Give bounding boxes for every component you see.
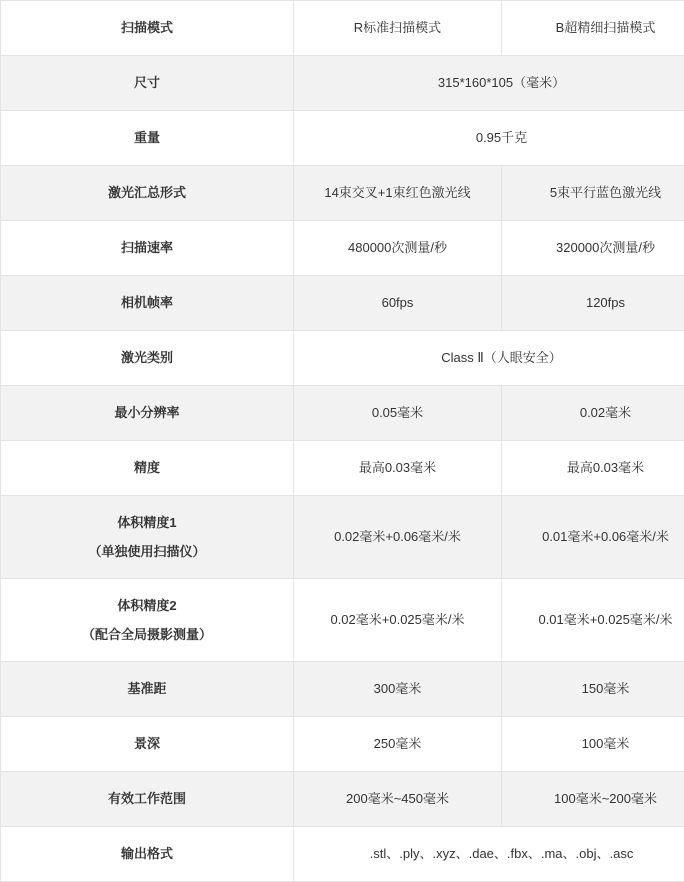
- row-label-line: 激光类别: [5, 348, 289, 368]
- row-value-cell: R标准扫描模式: [294, 1, 502, 56]
- row-label-line: 扫描模式: [5, 18, 289, 38]
- row-label-cell: [1, 496, 294, 579]
- row-label-line: 扫描速率: [5, 238, 289, 258]
- row-label-cell: [1, 111, 294, 166]
- row-value-cell: 315*160*105（毫米）: [294, 56, 684, 111]
- row-label-line: 相机帧率: [5, 293, 289, 313]
- row-label-cell: [1, 166, 294, 221]
- row-label-line: 精度: [5, 458, 289, 478]
- row-label-line: 尺寸: [5, 73, 289, 93]
- row-value-cell: Class Ⅱ（人眼安全）: [294, 331, 684, 386]
- row-value-cell: 300毫米: [294, 662, 502, 717]
- row-value-cell: 100毫米~200毫米: [502, 772, 684, 827]
- row-label-cell: [1, 331, 294, 386]
- row-value-cell: 0.02毫米: [502, 386, 684, 441]
- row-label-line: （单独使用扫描仪）: [5, 542, 289, 562]
- row-value-cell: 120fps: [502, 276, 684, 331]
- row-label-line: 最小分辨率: [5, 403, 289, 423]
- row-value-cell: 480000次测量/秒: [294, 221, 502, 276]
- table-row: [1, 166, 684, 221]
- row-value-cell: 0.01毫米+0.025毫米/米: [502, 579, 684, 662]
- row-value-cell: 0.02毫米+0.06毫米/米: [294, 496, 502, 579]
- row-value-cell: 60fps: [294, 276, 502, 331]
- row-label-cell: [1, 56, 294, 111]
- row-value-cell: 最高0.03毫米: [502, 441, 684, 496]
- table-row: [1, 496, 684, 579]
- table-row: [1, 827, 684, 882]
- table-row: [1, 579, 684, 662]
- table-row: [1, 56, 684, 111]
- row-label-line: 体积精度2: [5, 596, 289, 616]
- row-label-line: 输出格式: [5, 844, 289, 864]
- row-value-cell: 最高0.03毫米: [294, 441, 502, 496]
- table-row: [1, 331, 684, 386]
- row-value-cell: 5束平行蓝色激光线: [502, 166, 684, 221]
- row-value-cell: 250毫米: [294, 717, 502, 772]
- table-row: [1, 717, 684, 772]
- table-row: [1, 1, 684, 56]
- row-label-cell: [1, 386, 294, 441]
- row-label-cell: [1, 772, 294, 827]
- row-label-line: （配合全局摄影测量）: [5, 625, 289, 645]
- row-label-cell: [1, 276, 294, 331]
- row-value-cell: 200毫米~450毫米: [294, 772, 502, 827]
- row-label-line: 重量: [5, 128, 289, 148]
- row-label-line: 基准距: [5, 679, 289, 699]
- table-row: [1, 441, 684, 496]
- row-value-cell: 0.05毫米: [294, 386, 502, 441]
- row-value-cell: 0.02毫米+0.025毫米/米: [294, 579, 502, 662]
- row-value-cell: 0.95千克: [294, 111, 684, 166]
- row-label-cell: [1, 221, 294, 276]
- table-row: [1, 386, 684, 441]
- row-value-cell: .stl、.ply、.xyz、.dae、.fbx、.ma、.obj、.asc: [294, 827, 684, 882]
- row-value-cell: 14束交叉+1束红色激光线: [294, 166, 502, 221]
- table-row: [1, 111, 684, 166]
- row-label-cell: [1, 441, 294, 496]
- row-label-cell: [1, 1, 294, 56]
- row-label-line: 景深: [5, 734, 289, 754]
- table-row: [1, 276, 684, 331]
- row-value-cell: 0.01毫米+0.06毫米/米: [502, 496, 684, 579]
- row-value-cell: 320000次测量/秒: [502, 221, 684, 276]
- row-label-cell: [1, 827, 294, 882]
- table-row: [1, 221, 684, 276]
- row-label-line: 激光汇总形式: [5, 183, 289, 203]
- row-label-cell: [1, 717, 294, 772]
- table-row: [1, 772, 684, 827]
- table-row: [1, 662, 684, 717]
- row-value-cell: 100毫米: [502, 717, 684, 772]
- table-body: [1, 1, 684, 882]
- row-value-cell: B超精细扫描模式: [502, 1, 684, 56]
- row-value-cell: 150毫米: [502, 662, 684, 717]
- row-label-line: 有效工作范围: [5, 789, 289, 809]
- row-label-cell: [1, 662, 294, 717]
- row-label-cell: [1, 579, 294, 662]
- row-label-line: 体积精度1: [5, 513, 289, 533]
